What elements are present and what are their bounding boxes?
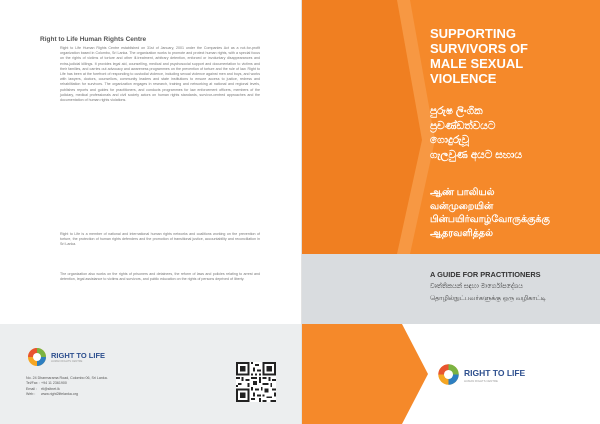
front-cover — [302, 0, 600, 424]
email-label: Email : — [26, 386, 37, 391]
phone-number: +94 11 2361900 — [41, 381, 67, 386]
sunburst-logo-icon — [436, 362, 461, 387]
contact-details — [26, 376, 186, 398]
web-label: Web : — [26, 392, 36, 397]
front-cover-logo — [436, 362, 546, 390]
phone-label: Tel/Fax : — [26, 381, 40, 386]
logo-name: RIGHT TO LIFE — [464, 368, 526, 378]
email-link[interactable]: rtl@sltnet.lk — [41, 386, 60, 391]
cover-title-english: SUPPORTING SURVIVORS OF MALE SEXUAL VIOLENCE — [430, 26, 529, 86]
logo-tagline: HUMAN RIGHTS CENTRE — [464, 379, 498, 383]
about-paragraph: Right to Life Human Rights Centre established on 31st of January, 2001 under the Companies Act as a not-for-profit organization based in Colombo, Sri Lanka. The organization works to promote and protect human rights, with a special focus on the rights of victims of torture and other ill-treatment, arbitrary detention, enforced or involuntary disappearances and extra-judicial killings. It provides legal aid, counselling, medical and psychosocial support and documentation to victims and their families, and carries out advocacy and awareness programmes on the prevention of torture and the rule of law. Right to Life has been at the forefront of responding to custodial violence, including sexual violence against men and boys, and works with lawyers, doctors, counsellors, community leaders and state institutions to ensure access to justice, redress and rehabilitation for survivors. The organization engages in research, training and networking at national and regional levels, publishes reports and guides for practitioners, and conducts programmes for law enforcement officers, members of the judiciary, medical professionals and civil society actors on human rights standards, survivor-centred approaches and the documentation of human rights violations. — [60, 46, 260, 103]
subtitle-english: A GUIDE FOR PRACTITIONERS — [430, 270, 541, 279]
website-link[interactable]: www.right2lifelanka.org — [41, 392, 78, 397]
right-to-life-logo — [26, 346, 126, 370]
address-text: No. 24 Dharmarama Road, Colombo 06, Sri Lanka. — [26, 376, 108, 380]
organization-heading: Right to Life Human Rights Centre — [40, 36, 147, 43]
membership-paragraph: Right to Life is a member of national and international human rights networks and coalitions working on the prevention of torture, the protection of human rights defenders and the promotion of transitional justice, accountability and reconciliation in Sri Lanka. — [60, 232, 260, 247]
website — [26, 392, 186, 397]
qr-code[interactable] — [236, 362, 276, 402]
cover-title-sinhala: පුරුෂ ලිංගික ප්‍රචණ්ඩත්වයට ගොදුරුවූ ගැලවුණ අයට සහාය — [430, 105, 523, 161]
subtitle-tamil: தொழில்நுட்பவர்களுக்கு ஒரு வழிகாட்டி — [430, 295, 546, 302]
sunburst-logo-icon — [26, 346, 48, 368]
logo-name: RIGHT TO LIFE — [51, 351, 106, 360]
programmes-paragraph: The organization also works on the rights of prisoners and detainees, the reform of laws and policies relating to arrest and detention, legal assistance to victims and survivors, and public education on the rights of persons deprived of liberty. — [60, 272, 260, 282]
cover-title-tamil: ஆண் பாலியல் வன்முறையின் பின்பயிர்வாழ்வோருக்குக்கு ஆதரவளித்தல் — [430, 187, 550, 239]
subtitle-sinhala: වෘත්තිකයන් සඳහා මාර්ගෝපදේශය — [430, 283, 523, 290]
logo-tagline: HUMAN RIGHTS CENTRE — [51, 360, 83, 363]
